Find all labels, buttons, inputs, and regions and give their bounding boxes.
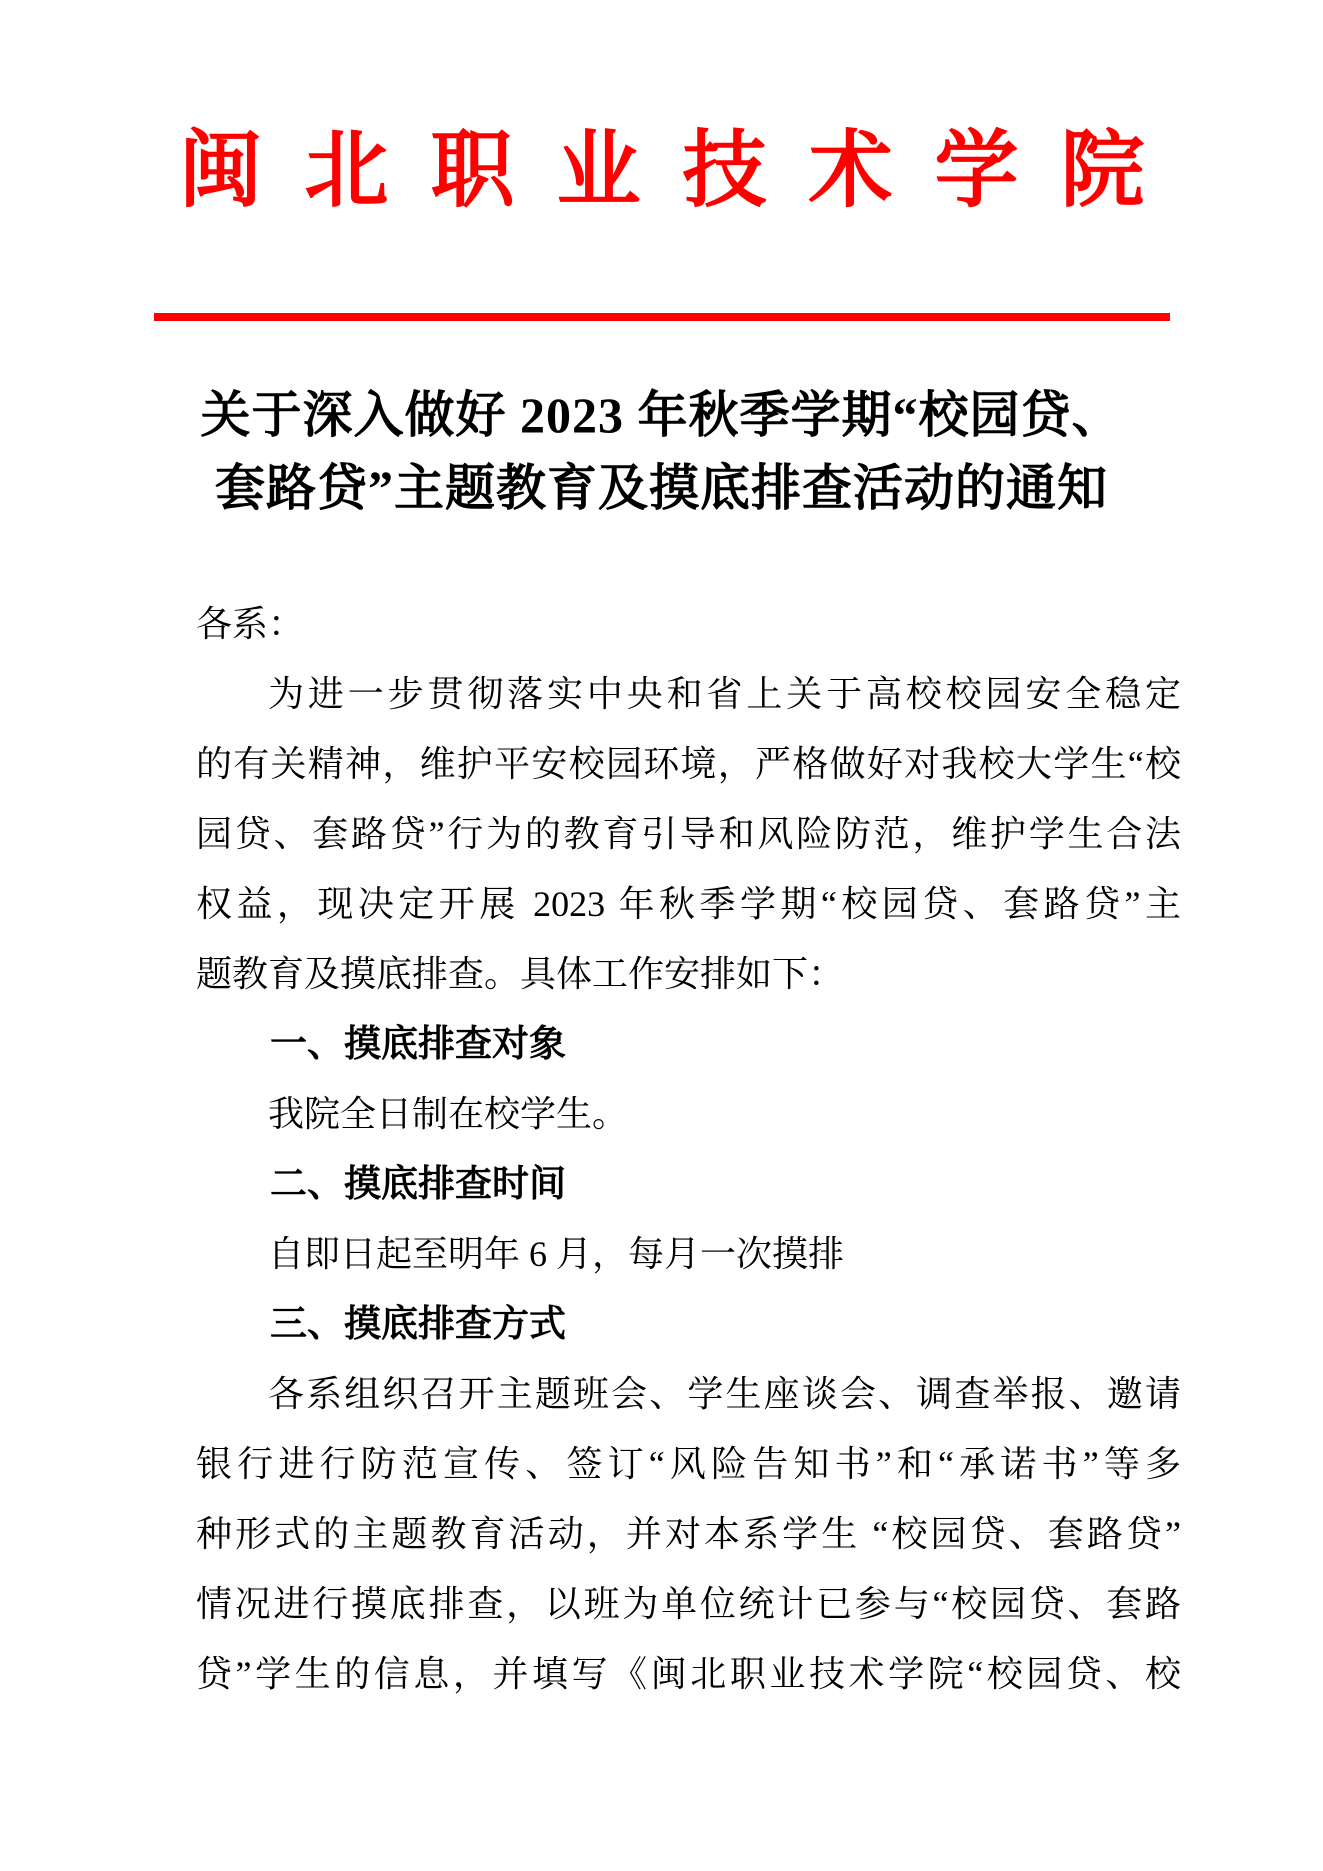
document-title-line-1: 关于深入做好 2023 年秋季学期“校园贷、 xyxy=(200,387,1123,443)
salutation: 各系： xyxy=(196,604,305,644)
letterhead xyxy=(0,0,1323,321)
method-paragraph-line: 各系组织召开主题班会、学生座谈会、调查举报、邀请 xyxy=(268,1374,1181,1414)
method-paragraph-line: 情况进行摸底排查，以班为单位统计已参与“校园贷、套路 xyxy=(196,1584,1181,1624)
document-title xyxy=(0,379,1323,525)
intro-paragraph-line: 园贷、套路贷”行为的教育引导和风险防范，维护学生合法 xyxy=(196,814,1181,854)
method-paragraph-line: 种形式的主题教育活动，并对本系学生 “校园贷、套路贷” xyxy=(196,1514,1181,1554)
intro-paragraph-line: 为进一步贯彻落实中央和省上关于高校校园安全稳定 xyxy=(268,674,1181,714)
section-1-heading: 一、摸底排查对象 xyxy=(270,1023,566,1064)
intro-paragraph-line: 题教育及摸底排查。具体工作安排如下： xyxy=(196,954,845,994)
document-body xyxy=(196,589,1181,1709)
intro-paragraph-line: 的有关精神，维护平安校园环境，严格做好对我校大学生“校 xyxy=(196,744,1181,784)
section-3-heading: 三、摸底排查方式 xyxy=(270,1303,566,1344)
section-2-heading: 二、摸底排查时间 xyxy=(270,1163,566,1204)
document-title-line-2: 套路贷”主题教育及摸底排查活动的通知 xyxy=(215,460,1108,516)
section-2-text: 自即日起至明年 6 月，每月一次摸排 xyxy=(268,1234,845,1274)
letterhead-red-divider-rule xyxy=(154,313,1170,321)
method-paragraph-line: 贷”学生的信息，并填写《闽北职业技术学院“校园贷、校 xyxy=(196,1654,1181,1694)
method-paragraph-line: 银行进行防范宣传、签订“风险告知书”和“承诺书”等多 xyxy=(196,1444,1181,1484)
section-1-text: 我院全日制在校学生。 xyxy=(268,1094,629,1134)
letterhead-school-name: 闽北职业技术学院 xyxy=(178,125,1187,218)
intro-paragraph-line: 权益，现决定开展 2023 年秋季学期“校园贷、套路贷”主 xyxy=(196,884,1181,924)
